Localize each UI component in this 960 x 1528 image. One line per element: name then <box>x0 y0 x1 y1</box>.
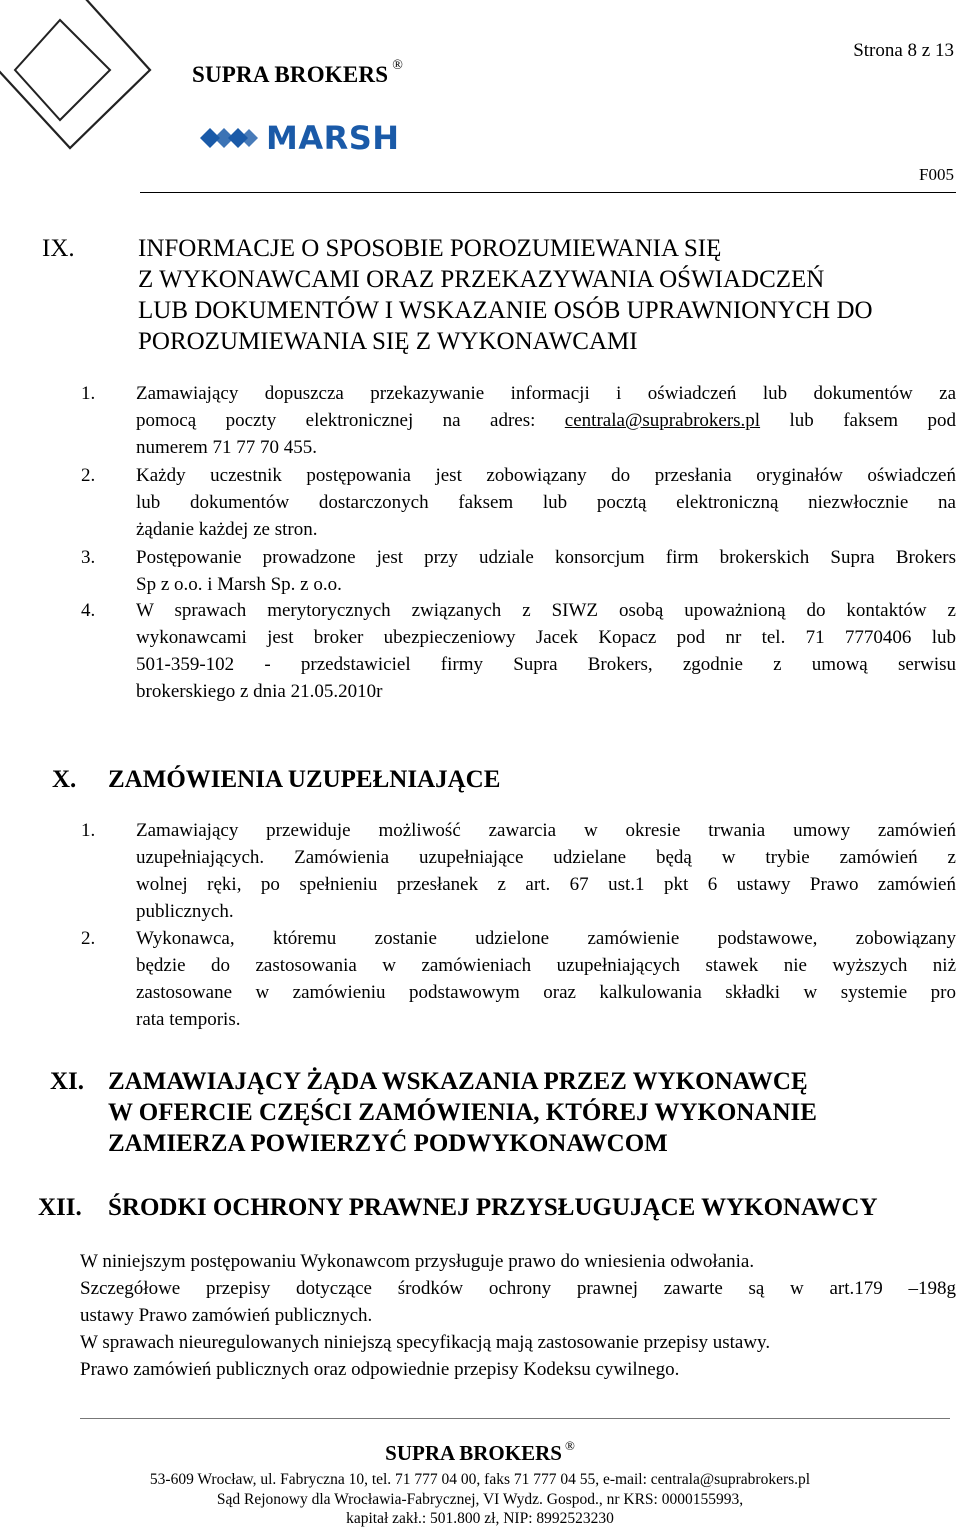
registered-mark: ® <box>392 58 404 74</box>
document-code: F005 <box>919 165 954 184</box>
list-number: 2. <box>81 928 96 949</box>
section-ix-item-2 <box>81 462 956 543</box>
brand-name: SUPRA BROKERS <box>192 62 389 87</box>
section-xi-heading <box>50 1066 955 1160</box>
item-line: brokerskiego z dnia 21.05.2010r <box>136 681 383 702</box>
item-line: będzie do zastosowania w zamówieniach uzupełniających stawek nie wyższych niż <box>136 955 956 976</box>
item-line: rata temporis. <box>136 1009 241 1030</box>
header-brand <box>192 58 404 88</box>
footer-brand <box>0 1440 960 1466</box>
item-line: Postępowanie prowadzone jest przy udziale konsorcjum firm brokerskich Supra Brokers <box>136 547 956 568</box>
section-ix-heading <box>42 233 952 357</box>
title-line: ZAMAWIAJĄCY ŻĄDA WSKAZANIA PRZEZ WYKONAWCĘ <box>108 1068 808 1095</box>
item-line: W sprawach merytorycznych związanych z SIWZ osobą upoważnioną do kontaktów z <box>136 600 956 621</box>
list-number: 2. <box>81 465 96 486</box>
section-title <box>138 233 873 357</box>
item-text: lub faksem pod <box>760 410 956 431</box>
item-line: Zamawiający przewiduje możliwość zawarcia w okresie trwania umowy zamówień <box>136 820 956 841</box>
list-number: 1. <box>81 820 96 841</box>
title-line: W OFERCIE CZĘŚCI ZAMÓWIENIA, KTÓREJ WYKONANIE <box>108 1099 817 1126</box>
item-line: 501-359-102 - przedstawiciel firmy Supra Brokers, zgodnie z umową serwisu <box>136 654 956 675</box>
title-line: ZAMIERZA POWIERZYĆ PODWYKONAWCOM <box>108 1130 668 1157</box>
item-line: numerem 71 77 70 455. <box>136 437 318 458</box>
body-line: Prawo zamówień publicznych oraz odpowiednie przepisy Kodeksu cywilnego. <box>80 1359 680 1380</box>
section-x-item-1 <box>81 817 956 925</box>
section-title <box>108 1066 817 1159</box>
section-x-heading <box>52 764 952 796</box>
footer-capital: kapitał zakł.: 501.800 zł, NIP: 8992523230 <box>346 1510 614 1527</box>
item-line: Wykonawca, któremu zostanie udzielone zamówienie podstawowe, zobowiązany <box>136 928 956 949</box>
item-line: zastosowane w zamówieniu podstawowym oraz kalkulowania składki w systemie pro <box>136 982 956 1003</box>
item-line: publicznych. <box>136 901 234 922</box>
title-line: POROZUMIEWANIA SIĘ Z WYKONAWCAMI <box>138 328 638 355</box>
section-ix-item-3 <box>81 544 956 598</box>
section-xii-body <box>80 1248 956 1383</box>
section-ix-item-4 <box>81 597 956 705</box>
item-line: Sp z o.o. i Marsh Sp. z o.o. <box>136 574 342 595</box>
body-line: W sprawach nieuregulowanych niniejszą specyfikacją mają zastosowanie przepisy ustawy. <box>80 1332 771 1353</box>
body-line: Szczegółowe przepisy dotyczące środków ochrony prawnej zawarte są w art.179 –198g <box>80 1278 956 1299</box>
registered-mark: ® <box>564 1438 575 1453</box>
marsh-logo-icon <box>200 124 258 152</box>
list-number: 4. <box>81 600 96 621</box>
list-number: 3. <box>81 547 96 568</box>
item-line <box>136 407 956 434</box>
section-title: ŚRODKI OCHRONY PRAWNEJ PRZYSŁUGUJĄCE WYKONAWCY <box>108 1194 878 1221</box>
email-link[interactable]: centrala@suprabrokers.pl <box>564 410 761 431</box>
section-number: IX. <box>42 235 75 262</box>
corner-logo-icon <box>0 0 160 150</box>
section-title: ZAMÓWIENIA UZUPEŁNIAJĄCE <box>108 766 501 793</box>
section-xii-heading <box>38 1192 956 1224</box>
item-line: wolnej ręki, po spełnieniu przesłanek z art. 67 ust.1 pkt 6 ustawy Prawo zamówień <box>136 874 956 895</box>
section-x-item-2 <box>81 925 956 1033</box>
body-line: ustawy Prawo zamówień publicznych. <box>80 1305 373 1326</box>
item-line: Zamawiający dopuszcza przekazywanie informacji i oświadczeń lub dokumentów za <box>136 383 956 404</box>
marsh-logo-text: MARSH <box>266 119 400 157</box>
brand-name: SUPRA BROKERS <box>385 1441 562 1465</box>
footer-address: 53-609 Wrocław, ul. Fabryczna 10, tel. 71 777 04 00, faks 71 777 04 55, e-mail: centrala@suprabrokers.pl <box>149 1471 811 1488</box>
header-divider <box>140 192 956 193</box>
title-line: INFORMACJE O SPOSOBIE POROZUMIEWANIA SIĘ <box>138 235 722 262</box>
item-line: wykonawcami jest broker ubezpieczeniowy Jacek Kopacz pod nr tel. 71 7770406 lub <box>136 627 956 648</box>
body-line: W niniejszym postępowaniu Wykonawcom przysługuje prawo do wniesienia odwołania. <box>80 1251 755 1272</box>
item-line: Każdy uczestnik postępowania jest zobowiązany do przesłania oryginałów oświadczeń <box>136 465 956 486</box>
title-line: LUB DOKUMENTÓW I WSKAZANIE OSÓB UPRAWNIONYCH DO <box>138 297 873 324</box>
page-number: Strona 8 z 13 <box>853 40 954 61</box>
marsh-logo <box>200 119 400 157</box>
section-number: X. <box>52 766 77 793</box>
title-line: Z WYKONAWCAMI ORAZ PRZEKAZYWANIA OŚWIADCZEŃ <box>138 266 825 293</box>
footer-divider <box>80 1418 950 1419</box>
item-line: lub dokumentów dostarczonych faksem lub pocztą elektroniczną niezwłocznie na <box>136 492 956 513</box>
list-number: 1. <box>81 383 96 404</box>
footer-court: Sąd Rejonowy dla Wrocławia-Fabrycznej, VI Wydz. Gospod., nr KRS: 0000155993, <box>216 1491 744 1508</box>
item-text: pomocą poczty elektronicznej na adres: <box>136 410 565 431</box>
section-number: XI. <box>50 1068 85 1095</box>
section-ix-item-1 <box>81 380 956 461</box>
item-line: żądanie każdej ze stron. <box>136 519 318 540</box>
item-line: uzupełniających. Zamówienia uzupełniające udzielane będą w trybie zamówień z <box>136 847 956 868</box>
section-number: XII. <box>38 1194 82 1221</box>
